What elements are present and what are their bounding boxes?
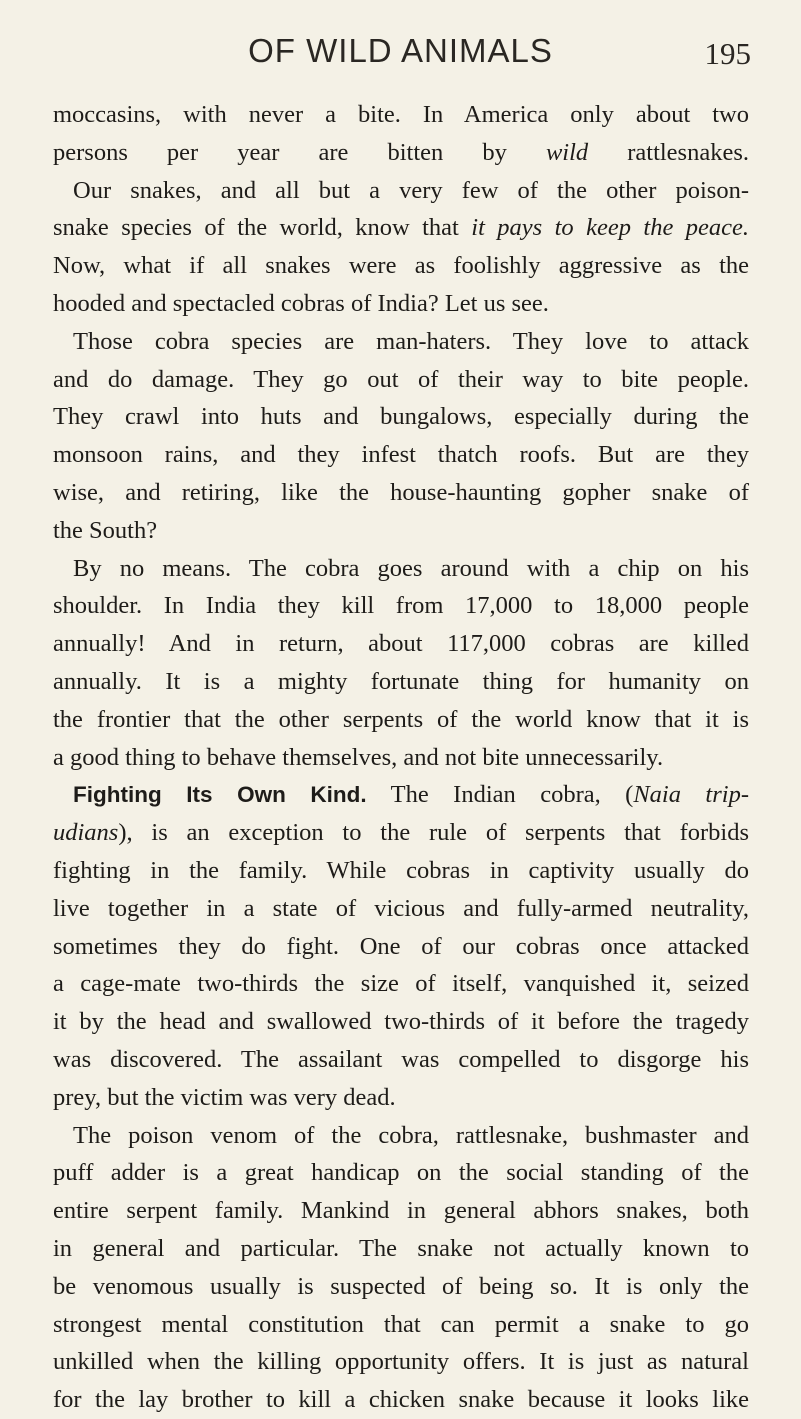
text-line: The poison venom of the cobra, rattlesnake, bushmaster and	[73, 1121, 749, 1149]
text-line: the South?	[53, 516, 158, 544]
body-text	[53, 96, 749, 1419]
text-line: the frontier that the other serpents of the world know that it is	[53, 705, 749, 733]
text-run: ), is an exception to the rule of serpents that forbids	[118, 819, 749, 847]
text-run: rattlesnakes.	[588, 138, 749, 166]
text-run: snake species of the world, know that	[53, 214, 472, 242]
text-line: entire serpent family. Mankind in general abhors snakes, both	[53, 1197, 749, 1225]
text-line: strongest mental constitution that can permit a snake to go	[53, 1310, 749, 1338]
text-line: be venomous usually is suspected of being so. It is only the	[53, 1272, 749, 1300]
text-line: fighting in the family. While cobras in captivity usually do	[53, 856, 749, 884]
text-line: They crawl into huts and bungalows, especially during the	[53, 403, 749, 431]
text-line: Now, what if all snakes were as foolishly aggressive as the	[53, 252, 749, 280]
text-line: wise, and retiring, like the house-haunting gopher snake of	[53, 478, 749, 506]
text-line: for the lay brother to kill a chicken snake because it looks like	[53, 1386, 749, 1414]
text-line: annually! And in return, about 117,000 cobras are killed	[53, 630, 749, 658]
text-line: annually. It is a mighty fortunate thing for humanity on	[53, 667, 749, 695]
text-line: monsoon rains, and they infest thatch roofs. But are they	[53, 441, 749, 469]
text-line	[53, 814, 749, 852]
text-line: was discovered. The assailant was compelled to disgorge his	[53, 1045, 749, 1073]
text-line: By no means. The cobra goes around with a chip on his	[73, 554, 749, 582]
italic-run: Naia trip-	[633, 781, 749, 809]
text-line: Those cobra species are man-haters. They love to attack	[73, 327, 749, 355]
text-line: Our snakes, and all but a very few of the other poison-	[73, 176, 749, 204]
section-sidehead: Fighting Its Own Kind.	[73, 782, 367, 808]
text-line: shoulder. In India they kill from 17,000 to 18,000 people	[53, 592, 749, 620]
text-run: The Indian cobra, (	[366, 781, 634, 809]
italic-run: it pays to keep the peace.	[471, 214, 749, 242]
text-line: and do damage. They go out of their way to bite people.	[53, 365, 749, 393]
text-line: a good thing to behave themselves, and not bite unnecessarily.	[53, 743, 664, 771]
running-head	[0, 32, 801, 76]
text-line	[53, 776, 749, 814]
text-line: in general and particular. The snake not actually known to	[53, 1234, 749, 1262]
text-line: unkilled when the killing opportunity offers. It is just as natural	[53, 1348, 749, 1376]
text-line: moccasins, with never a bite. In America only about two	[53, 101, 749, 128]
text-line: live together in a state of vicious and fully-armed neutrality,	[53, 894, 749, 922]
text-line: a cage-mate two-thirds the size of itself, vanquished it, seized	[53, 970, 749, 998]
text-line: hooded and spectacled cobras of India? Let us see.	[53, 289, 549, 317]
italic-run: udians	[53, 819, 119, 847]
text-line: it by the head and swallowed two-thirds of it before the tragedy	[53, 1008, 749, 1036]
text-line: puff adder is a great handicap on the social standing of the	[53, 1159, 749, 1187]
page-number: 195	[704, 36, 751, 71]
running-head-title: OF WILD ANIMALS	[248, 32, 553, 69]
text-line: prey, but the victim was very dead.	[53, 1083, 396, 1111]
text-line	[53, 134, 749, 172]
text-line: sometimes they do fight. One of our cobras once attacked	[53, 932, 749, 960]
italic-run: wild	[545, 138, 589, 166]
text-run: persons per year are bitten by	[53, 138, 546, 166]
text-line	[53, 209, 749, 247]
